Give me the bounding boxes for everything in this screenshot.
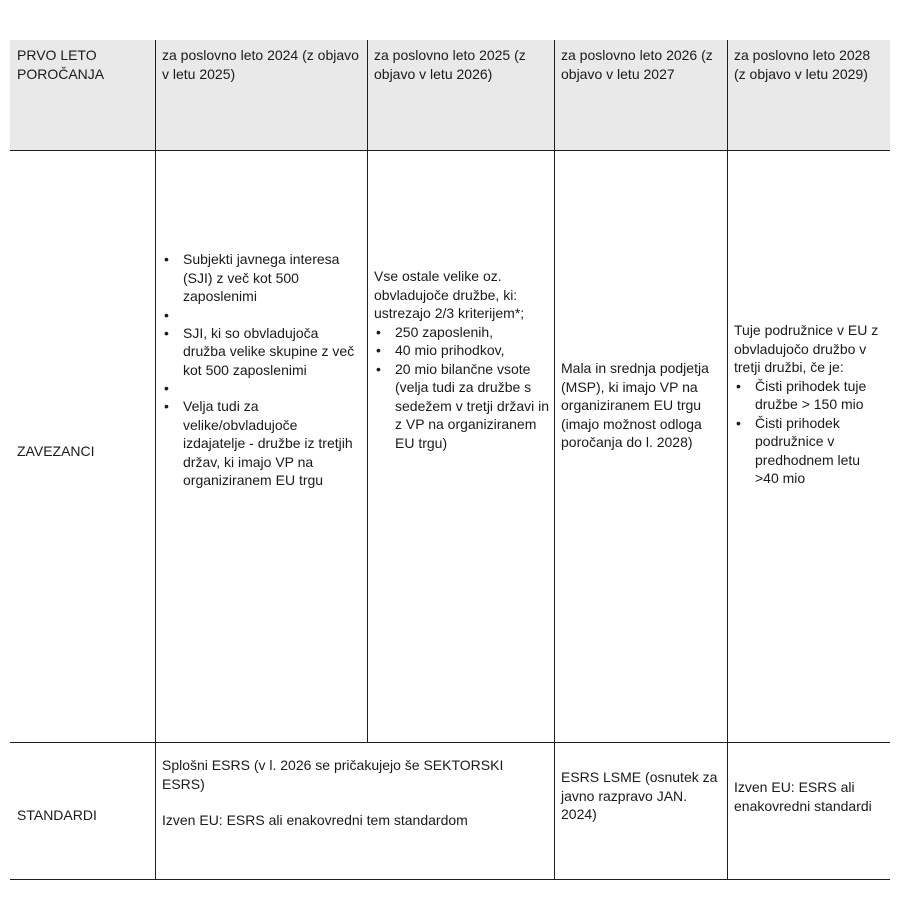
zavezanci-col4 <box>734 321 886 488</box>
table-bottom-border <box>10 879 890 880</box>
zavezanci-col2 <box>374 267 550 452</box>
zavezanci-col2-item: • 20 mio bilančne vsote <box>374 360 550 379</box>
zavezanci-col1-item: • Subjekti javnega interesa (SJI) z več kot 500 zaposlenimi <box>162 250 360 306</box>
zavezanci-col2-item: • 40 mio prihodkov, <box>374 341 550 360</box>
zavezanci-col1-item: • SJI, ki so obvladujoča družba velike skupine z več kot 500 zaposlenimi <box>162 324 360 380</box>
zavezanci-col1-item: • Velja tudi za velike/obvladujoče izdajatelje - družbe iz tretjih držav, ki imajo VP na organiziranem EU trgu <box>162 397 360 490</box>
standardi-col3: ESRS LSME (osnutek za javno razpravo JAN. 2024) <box>561 769 718 822</box>
zavezanci-row-label: ZAVEZANCI <box>17 443 95 459</box>
standardi-col12-line2: Izven EU: ESRS ali enakovredni tem standardom <box>162 812 468 828</box>
row-divider <box>10 742 890 743</box>
header-col4: za poslovno leto 2028 (z objavo v letu 2029) <box>734 47 871 82</box>
zavezanci-col2-intro: Vse ostale velike oz. obvladujoče družbe, ki: ustrezajo 2/3 kriterijem*; <box>374 268 525 321</box>
header-col1: za poslovno leto 2024 (z objavo v letu 2025) <box>162 47 359 82</box>
column-divider <box>727 40 728 880</box>
header-col3: za poslovno leto 2026 (z objavo v letu 2027 <box>561 47 713 82</box>
header-row-label: PRVO LETO POROČANJA <box>17 47 105 82</box>
zavezanci-col4-intro: Tuje podružnice v EU z obvladujočo družbo v tretji družbi, če je: <box>734 322 879 375</box>
column-divider <box>155 40 156 880</box>
zavezanci-col3: Mala in srednja podjetja (MSP), ki imajo VP na organiziranem EU trgu (imajo možnost odloga poročanja do l. 2028) <box>561 360 709 450</box>
zavezanci-col4-item: • Čisti prihodek tuje družbe > 150 mio <box>734 377 886 414</box>
spacer <box>162 379 360 397</box>
zavezanci-col2-item: • 250 zaposlenih, <box>374 323 550 342</box>
standardi-col12 <box>162 756 542 830</box>
header-col2: za poslovno leto 2025 (z objavo v letu 2026) <box>374 47 526 82</box>
standardi-col4: Izven EU: ESRS ali enakovredni standardi <box>734 779 872 814</box>
column-divider <box>367 40 368 743</box>
zavezanci-col1 <box>162 250 360 490</box>
row-divider <box>10 150 890 151</box>
zavezanci-col2-note: (velja tudi za družbe s sedežem v tretji državi in z VP na organiziranem EU trgu) <box>395 379 550 451</box>
spacer <box>162 306 360 324</box>
spacer <box>162 793 542 811</box>
column-divider <box>554 40 555 880</box>
standardi-col12-line1: Splošni ESRS (v l. 2026 se pričakujejo še SEKTORSKI ESRS) <box>162 757 504 792</box>
zavezanci-col4-item: • Čisti prihodek podružnice v predhodnem letu >40 mio <box>734 414 886 488</box>
standardi-row-label: STANDARDI <box>17 807 97 823</box>
